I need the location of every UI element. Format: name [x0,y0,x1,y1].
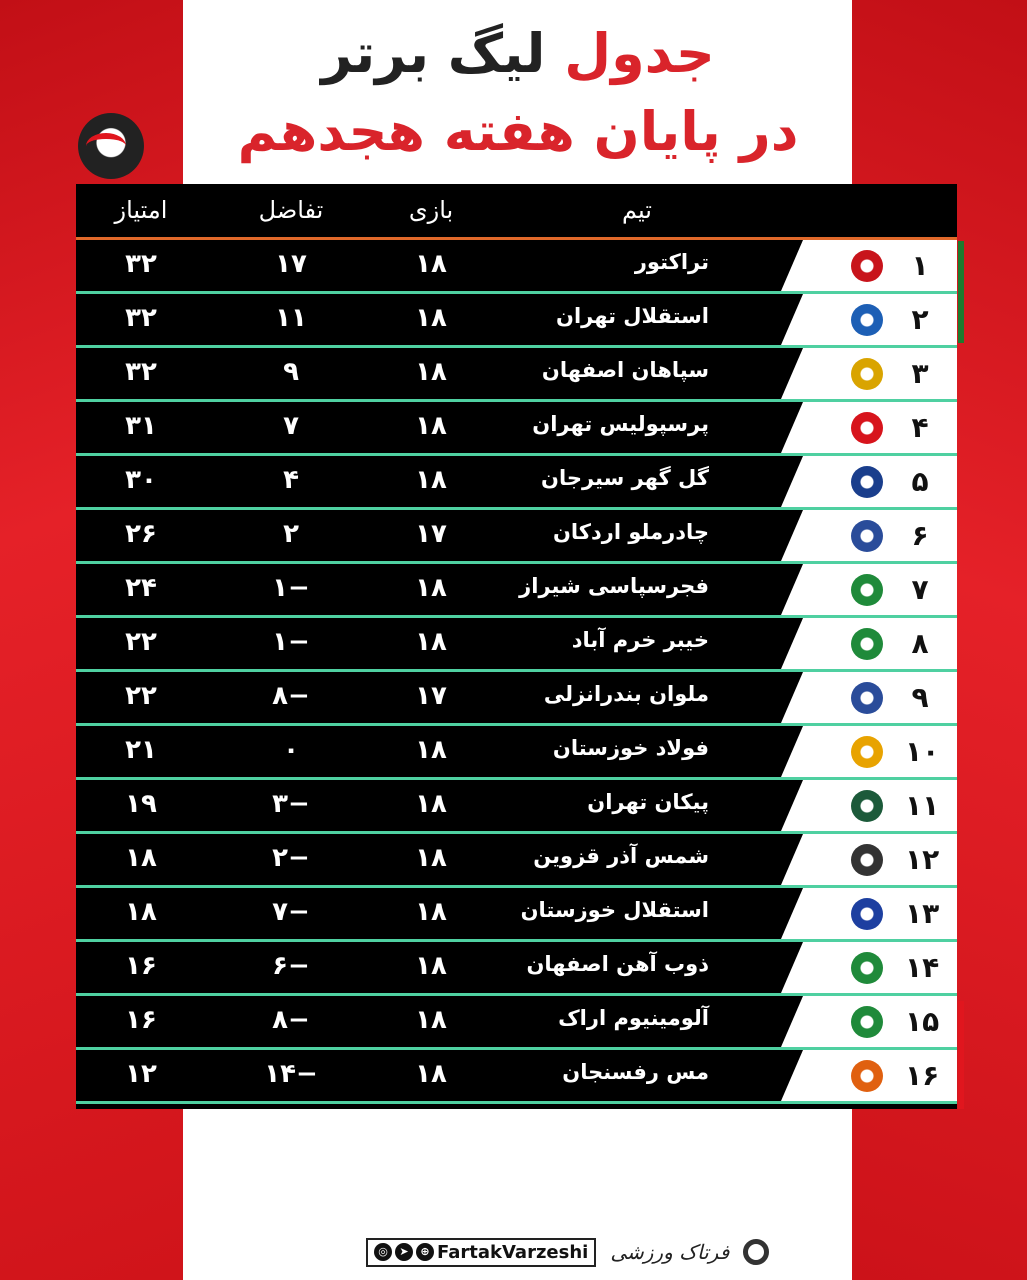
team-logo-icon [851,790,883,822]
publisher-logo [78,113,144,179]
table-body [76,240,957,1104]
team-name: پرسپولیس تهران [532,412,709,436]
points: ۲۲ [125,627,157,657]
team-logo-icon [851,466,883,498]
promotion-indicator [958,241,964,343]
team-logo-icon [851,736,883,768]
rank: ۱۳ [905,897,940,930]
goal-diff: −۸ [272,681,310,711]
goal-diff: −۸ [272,1005,310,1035]
brand-name: فرتاک ورزشی [610,1240,730,1264]
table-row [76,1050,957,1104]
instagram-icon: ◎ [374,1243,392,1261]
rank: ۱۴ [905,951,940,984]
played: ۱۸ [415,1059,447,1089]
goal-diff: −۲ [272,843,310,873]
team-name: فجرسپاسی شیراز [519,574,709,598]
header-diff: تفاضل [258,196,324,224]
goal-diff: −۳ [272,789,310,819]
rank: ۸ [911,627,929,660]
telegram-icon: ➤ [395,1243,413,1261]
goal-diff: ۱۷ [275,249,307,279]
rank: ۱ [911,249,929,282]
table-row [76,618,957,672]
team-logo-icon [851,898,883,930]
points: ۱۸ [125,843,157,873]
played: ۱۸ [415,465,447,495]
team-name: سپاهان اصفهان [541,358,709,382]
rank: ۵ [911,465,929,498]
table-row [76,996,957,1050]
rank: ۱۲ [905,843,940,876]
points: ۳۰ [125,465,157,495]
team-name: آلومینیوم اراک [558,1006,709,1030]
team-logo-icon [851,628,883,660]
team-logo-icon [851,520,883,552]
played: ۱۸ [415,735,447,765]
team-logo-icon [851,682,883,714]
table-row [76,672,957,726]
points: ۳۲ [125,303,157,333]
team-name: گل گهر سیرجان [541,466,709,490]
goal-diff: ۴ [283,465,299,495]
rank: ۴ [911,411,929,444]
header-played: بازی [408,196,454,224]
goal-diff: ۲ [283,519,299,549]
goal-diff: −۱ [272,573,310,603]
goal-diff: ۰ [283,735,299,765]
played: ۱۸ [415,1005,447,1035]
rank: ۹ [911,681,929,714]
title-line-2: در پایان هفته هجدهم [237,100,799,163]
played: ۱۸ [415,897,447,927]
rank: ۱۰ [905,735,940,768]
rank: ۳ [911,357,929,390]
played: ۱۸ [415,951,447,981]
points: ۳۲ [125,249,157,279]
points: ۲۲ [125,681,157,711]
played: ۱۸ [415,573,447,603]
points: ۲۴ [125,573,157,603]
team-name: استقلال خوزستان [520,898,709,922]
web-icon: ⊕ [416,1243,434,1261]
table-row [76,564,957,618]
rank: ۲ [911,303,929,336]
goal-diff: −۷ [272,897,310,927]
played: ۱۸ [415,303,447,333]
table-row [76,240,957,294]
points: ۳۱ [125,411,157,441]
goal-diff: −۶ [272,951,310,981]
team-name: مس رفسنجان [562,1060,709,1084]
handle-text: FartakVarzeshi [437,1241,589,1263]
played: ۱۸ [415,843,447,873]
rank: ۱۵ [905,1005,940,1038]
team-logo-icon [851,358,883,390]
points: ۱۶ [125,951,157,981]
played: ۱۸ [415,357,447,387]
title-red: جدول [564,22,715,85]
table-row [76,834,957,888]
team-name: ملوان بندرانزلی [543,682,709,706]
team-name: ذوب آهن اصفهان [526,952,709,976]
header-points: امتیاز [114,196,168,224]
goal-diff: ۹ [283,357,299,387]
table-row [76,348,957,402]
team-logo-icon [851,1006,883,1038]
title-dark: لیگ برتر [321,22,546,85]
points: ۱۸ [125,897,157,927]
points: ۱۲ [125,1059,157,1089]
social-handle [366,1238,596,1267]
team-name: چادرملو اردکان [552,520,709,544]
team-logo-icon [851,844,883,876]
team-logo-icon [851,952,883,984]
played: ۱۷ [415,681,447,711]
table-row [76,294,957,348]
team-name: تراکتور [634,250,709,274]
table-row [76,510,957,564]
goal-diff: −۱ [272,627,310,657]
team-name: شمس آذر قزوین [533,844,709,868]
played: ۱۷ [415,519,447,549]
brand-logo-icon [743,1239,769,1265]
team-name: پیکان تهران [587,790,709,814]
goal-diff: ۱۱ [275,303,307,333]
points: ۲۱ [125,735,157,765]
footer [366,1237,769,1267]
league-table [76,184,957,1109]
points: ۱۶ [125,1005,157,1035]
team-name: خیبر خرم آباد [571,628,709,652]
table-row [76,402,957,456]
rank: ۱۶ [905,1059,940,1092]
team-name: فولاد خوزستان [552,736,709,760]
team-logo-icon [851,250,883,282]
goal-diff: −۱۴ [264,1059,318,1089]
team-logo-icon [851,574,883,606]
points: ۲۶ [125,519,157,549]
rank: ۶ [911,519,929,552]
rank: ۱۱ [905,789,940,822]
points: ۳۲ [125,357,157,387]
played: ۱۸ [415,249,447,279]
table-row [76,726,957,780]
goal-diff: ۷ [283,411,299,441]
team-logo-icon [851,1060,883,1092]
table-row [76,780,957,834]
table-row [76,456,957,510]
played: ۱۸ [415,789,447,819]
title-line-1 [183,22,853,85]
table-row [76,888,957,942]
points: ۱۹ [125,789,157,819]
played: ۱۸ [415,627,447,657]
table-header [76,184,957,240]
table-row [76,942,957,996]
team-logo-icon [851,304,883,336]
team-logo-icon [851,412,883,444]
relegation-indicator [958,1001,964,1109]
rank: ۷ [911,573,929,606]
header-team: تیم [622,196,652,224]
played: ۱۸ [415,411,447,441]
team-name: استقلال تهران [556,304,709,328]
